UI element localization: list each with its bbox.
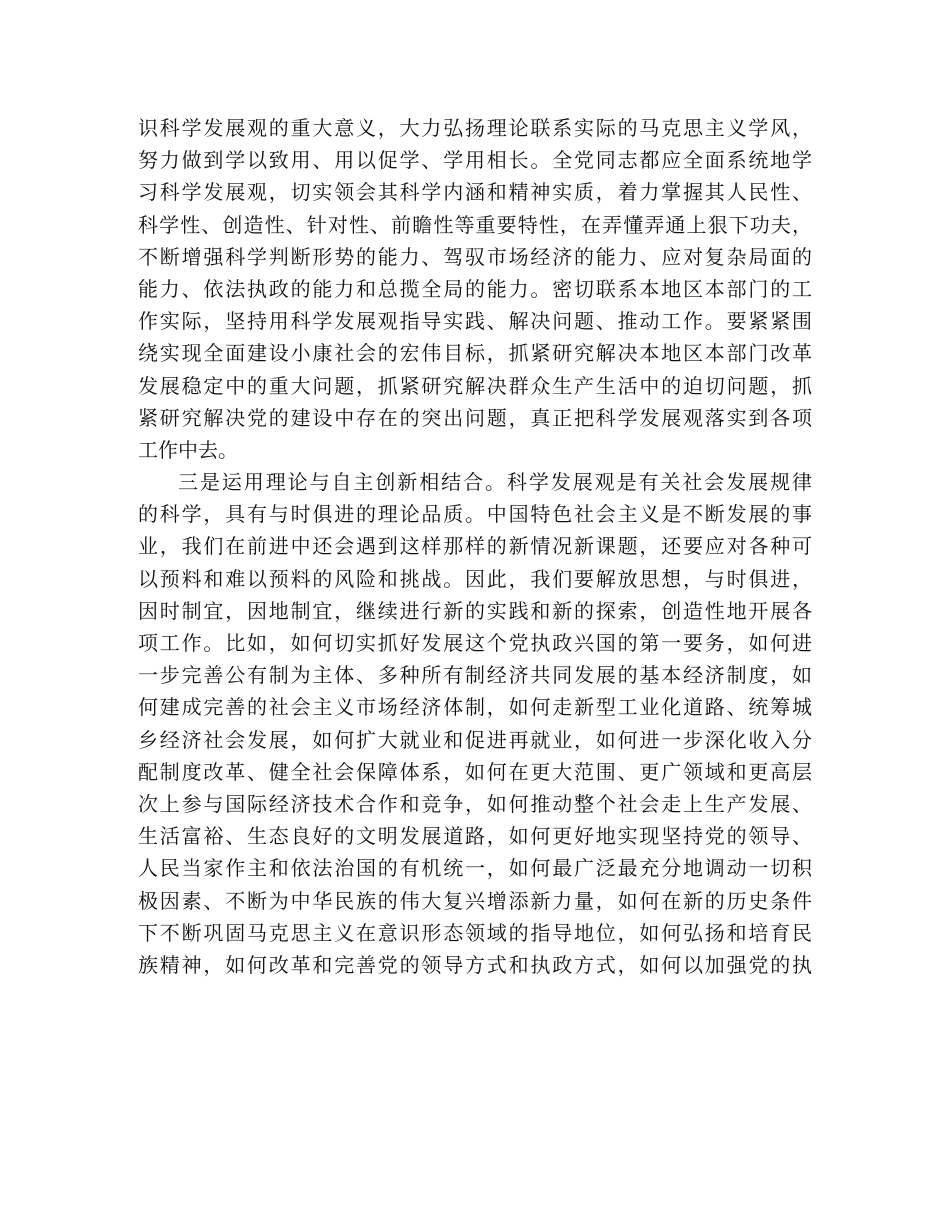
- text-line: 乡经济社会发展，如何扩大就业和促进再就业，如何进一步深化收入分: [138, 727, 812, 752]
- text-line: 以预料和难以预料的风险和挑战。因此，我们要解放思想，与时俱进，: [138, 566, 812, 591]
- text-line: 习科学发展观，切实领会其科学内涵和精神实质，着力掌握其人民性、: [138, 180, 812, 205]
- text-line: 业，我们在前进中还会遇到这样那样的新情况新课题，还要应对各种可: [138, 534, 812, 559]
- document-body: [138, 112, 812, 981]
- text-line: 的科学，具有与时俱进的理论品质。中国特色社会主义是不断发展的事: [138, 502, 812, 527]
- text-line: 能力、依法执政的能力和总揽全局的能力。密切联系本地区本部门的工: [138, 276, 812, 301]
- text-line: 作实际，坚持用科学发展观指导实践、解决问题、推动工作。要紧紧围: [138, 309, 812, 334]
- text-line: 发展稳定中的重大问题，抓紧研究解决群众生产生活中的迫切问题，抓: [138, 373, 812, 398]
- text-line: 生活富裕、生态良好的文明发展道路，如何更好地实现坚持党的领导、: [138, 824, 812, 849]
- paragraph-2: [138, 466, 812, 981]
- text-line: 下不断巩固马克思主义在意识形态领域的指导地位，如何弘扬和培育民: [138, 920, 812, 945]
- paragraph-1: [138, 112, 812, 466]
- text-line: 人民当家作主和依法治国的有机统一，如何最广泛最充分地调动一切积: [138, 856, 812, 881]
- text-line: 族精神，如何改革和完善党的领导方式和执政方式，如何以加强党的执: [138, 952, 812, 977]
- text-line: 识科学发展观的重大意义，大力弘扬理论联系实际的马克思主义学风，: [138, 116, 812, 140]
- text-line: 次上参与国际经济技术合作和竞争，如何推动整个社会走上生产发展、: [138, 791, 812, 816]
- text-line: 三是运用理论与自主创新相结合。科学发展观是有关社会发展规律: [178, 470, 812, 495]
- text-line: 科学性、创造性、针对性、前瞻性等重要特性，在弄懂弄通上狠下功夫，: [138, 212, 812, 237]
- text-line: 因时制宜，因地制宜，继续进行新的实践和新的探索，创造性地开展各: [138, 598, 812, 623]
- text-line: 何建成完善的社会主义市场经济体制，如何走新型工业化道路、统筹城: [138, 695, 812, 720]
- text-line: 紧研究解决党的建设中存在的突出问题，真正把科学发展观落实到各项: [138, 405, 812, 430]
- text-line: 一步完善公有制为主体、多种所有制经济共同发展的基本经济制度，如: [138, 663, 812, 688]
- text-line: 努力做到学以致用、用以促学、学用相长。全党同志都应全面系统地学: [138, 148, 812, 173]
- text-line: 不断增强科学判断形势的能力、驾驭市场经济的能力、应对复杂局面的: [138, 244, 812, 269]
- text-line: 项工作。比如，如何切实抓好发展这个党执政兴国的第一要务，如何进: [138, 631, 812, 655]
- text-line: 工作中去。: [138, 437, 238, 462]
- text-line: 极因素、不断为中华民族的伟大复兴增添新力量，如何在新的历史条件: [138, 888, 812, 913]
- text-line: 配制度改革、健全社会保障体系，如何在更大范围、更广领域和更高层: [138, 759, 812, 784]
- text-line: 绕实现全面建设小康社会的宏伟目标，抓紧研究解决本地区本部门改革: [138, 341, 812, 366]
